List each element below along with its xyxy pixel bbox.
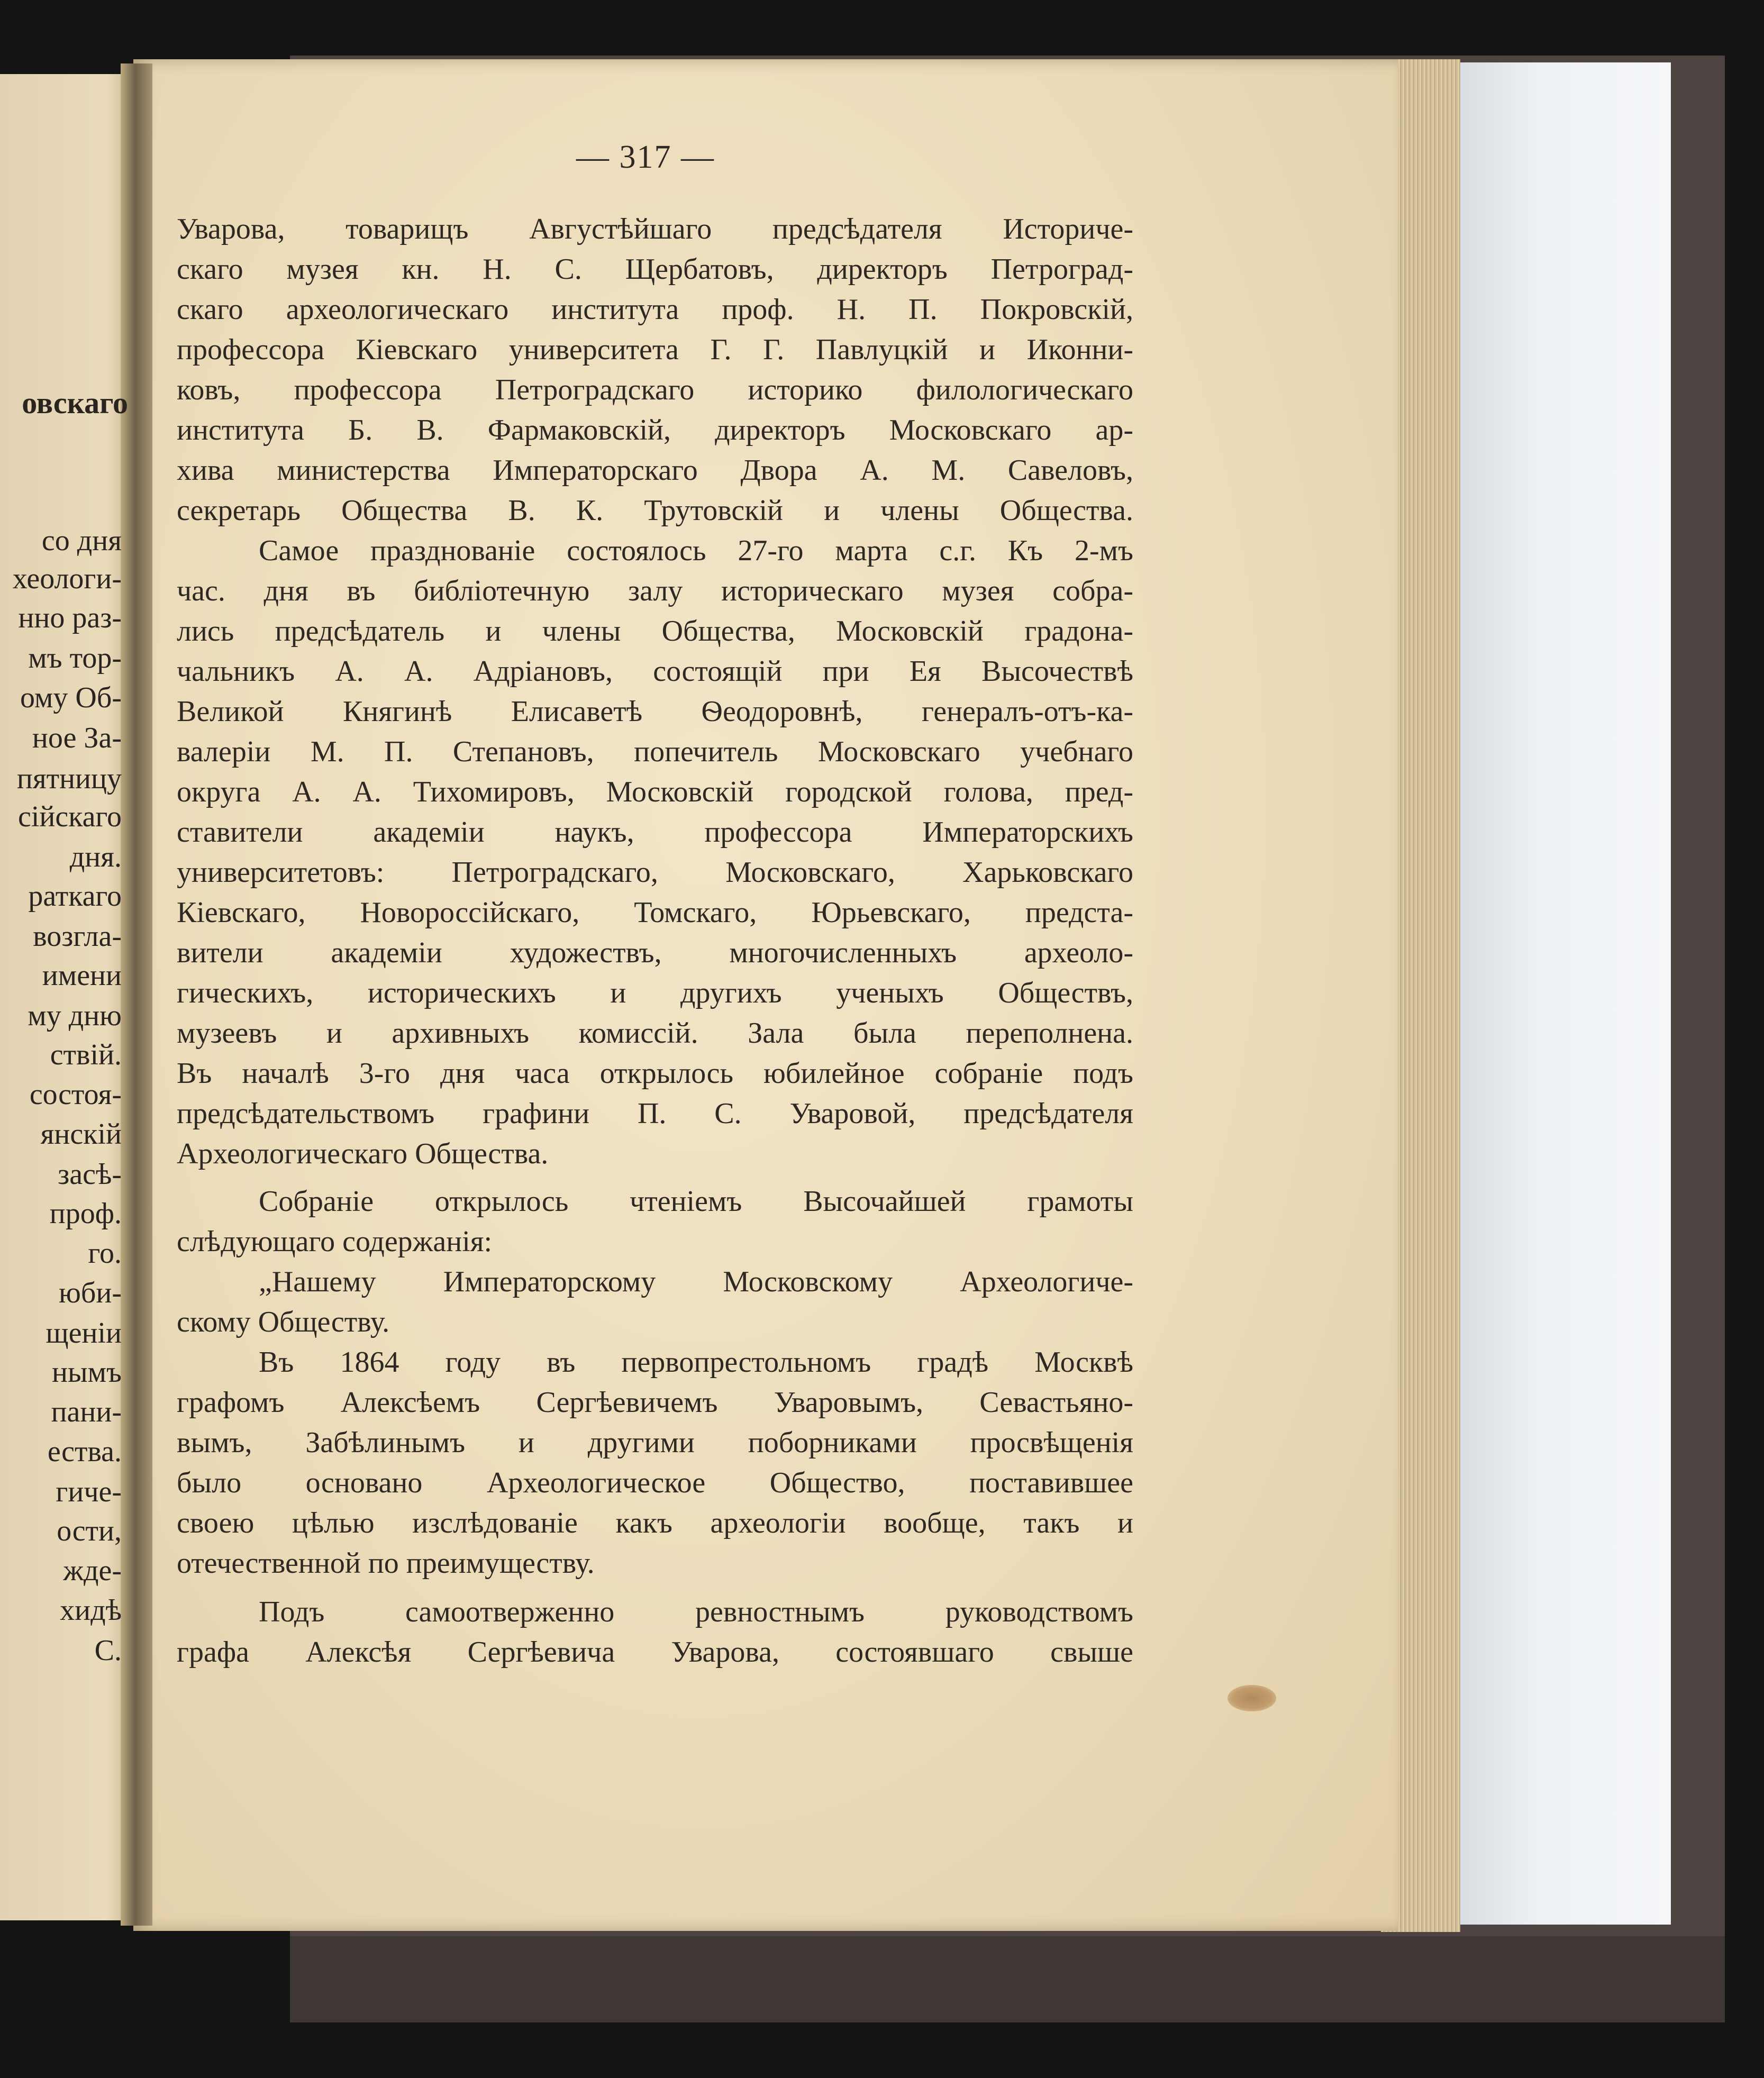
text-line: предсѣдательствомъ графини П. С. Уваровой, предсѣдателя	[177, 1097, 1133, 1130]
left-fragment: С.	[94, 1634, 122, 1667]
paper-stain	[1227, 1685, 1276, 1711]
text-line: профессора Кіевскаго университета Г. Г. Павлуцкій и Иконни-	[177, 333, 1133, 366]
text-line: Кіевскаго, Новороссійскаго, Томскаго, Юрьевскаго, предста-	[177, 896, 1133, 929]
text-line: секретарь Общества В. К. Трутовскій и члены Общества.	[177, 494, 1133, 527]
text-line: хива министерства Императорскаго Двора А. М. Савеловъ,	[177, 454, 1133, 487]
text-line: графа Алексѣя Сергѣевича Уварова, состоявшаго свыше	[177, 1636, 1133, 1669]
text-line: Въ 1864 году въ первопрестольномъ градѣ Москвѣ	[259, 1346, 1133, 1379]
left-fragment: му дню	[28, 999, 122, 1032]
blue-backing-sheet	[1450, 62, 1671, 1925]
text-line: слѣдующаго содержанія:	[177, 1225, 493, 1258]
text-line: скому Обществу.	[177, 1306, 390, 1338]
left-fragment: пятницу	[16, 762, 122, 795]
text-line: вители академіи художествъ, многочисленныхъ археоло-	[177, 936, 1133, 969]
text-line: музеевъ и архивныхъ комиссій. Зала была переполнена.	[177, 1017, 1133, 1050]
left-fragment: щеніи	[46, 1317, 122, 1350]
left-fragment: со дня	[41, 524, 122, 557]
text-line: скаго музея кн. Н. С. Щербатовъ, директоръ Петроград-	[177, 253, 1133, 286]
text-line: Уварова, товарищъ Августѣйшаго предсѣдателя Историче-	[177, 213, 1133, 245]
text-line: „Нашему Императорскому Московскому Археологиче-	[259, 1265, 1133, 1298]
text-line: отечественной по преимуществу.	[177, 1547, 595, 1580]
left-fragment: мъ тор-	[28, 642, 122, 675]
left-fragment: го.	[88, 1237, 122, 1270]
text-line: института Б. В. Фармаковскій, директоръ Московскаго ар-	[177, 414, 1133, 446]
left-fragment: сійскаго	[17, 800, 122, 833]
left-fragment: засѣ-	[58, 1158, 122, 1191]
left-fragment: проф.	[49, 1197, 122, 1230]
left-fragment: дня.	[69, 841, 122, 873]
text-line: Въ началѣ 3-го дня часа открылось юбилейное собраніе подъ	[177, 1057, 1133, 1090]
text-line: своею цѣлью изслѣдованіе какъ археологіи вообще, такъ и	[177, 1507, 1133, 1539]
text-line: Собраніе открылось чтеніемъ Высочайшей грамоты	[259, 1185, 1133, 1218]
left-fragment: хидѣ	[60, 1594, 122, 1627]
text-line: университетовъ: Петроградскаго, Московскаго, Харьковскаго	[177, 856, 1133, 889]
text-line: лись предсѣдатель и члены Общества, Московскій градона-	[177, 615, 1133, 648]
text-line: валеріи М. П. Степановъ, попечитель Московскаго учебнаго	[177, 735, 1133, 768]
text-line: Подъ самоотверженно ревностнымъ руководствомъ	[259, 1596, 1133, 1628]
book-cover-bottom	[290, 1936, 1725, 2022]
left-fragment: ости,	[57, 1515, 122, 1547]
left-fragment: раткаго	[28, 880, 122, 913]
left-fragment: состоя-	[29, 1078, 122, 1111]
text-line: час. дня въ библіотечную залу историческаго музея собра-	[177, 575, 1133, 607]
left-fragment: ствій.	[50, 1038, 122, 1071]
left-fragment: ому Об-	[20, 681, 122, 714]
left-fragment: нымъ	[52, 1356, 122, 1389]
text-line: скаго археологическаго института проф. Н. П. Покровскій,	[177, 293, 1133, 326]
page-number: — 317 —	[576, 139, 715, 175]
left-fragment: ное За-	[32, 722, 122, 754]
left-fragment: хеологи-	[12, 562, 122, 595]
left-fragment: овскаго	[22, 386, 128, 420]
left-page-text	[0, 0, 133, 2078]
text-line: ковъ, профессора Петроградскаго историко филологическаго	[177, 373, 1133, 406]
text-line: Самое празднованіе состоялось 27-го марта с.г. Къ 2-мъ	[259, 534, 1133, 567]
left-fragment: юби-	[59, 1277, 122, 1309]
left-fragment: нно раз-	[18, 601, 122, 634]
left-fragment: возгла-	[33, 920, 122, 953]
text-line: Археологическаго Общества.	[177, 1137, 549, 1170]
text-line: вымъ, Забѣлинымъ и другими поборниками просвѣщенія	[177, 1426, 1133, 1459]
left-fragment: жде-	[63, 1554, 122, 1587]
text-line: округа А. А. Тихомировъ, Московскій городской голова, пред-	[177, 776, 1133, 808]
left-fragment: имени	[42, 959, 122, 992]
text-line: чальникъ А. А. Адріановъ, состоящій при Ея Высочествѣ	[177, 655, 1133, 688]
text-line: графомъ Алексѣемъ Сергѣевичемъ Уваровымъ, Севастьяно-	[177, 1386, 1133, 1419]
text-line: гическихъ, историческихъ и другихъ ученыхъ Обществъ,	[177, 977, 1133, 1009]
text-line: Великой Княгинѣ Елисаветѣ Ѳеодоровнѣ, генералъ-отъ-ка-	[177, 695, 1133, 728]
left-fragment: ества.	[47, 1435, 122, 1468]
text-line: было основано Археологическое Общество, поставившее	[177, 1466, 1133, 1499]
text-line: ставители академіи наукъ, профессора Императорскихъ	[177, 816, 1133, 849]
left-fragment: янскій	[40, 1118, 122, 1151]
left-fragment: гиче-	[56, 1475, 122, 1508]
left-fragment: пани-	[51, 1396, 122, 1428]
